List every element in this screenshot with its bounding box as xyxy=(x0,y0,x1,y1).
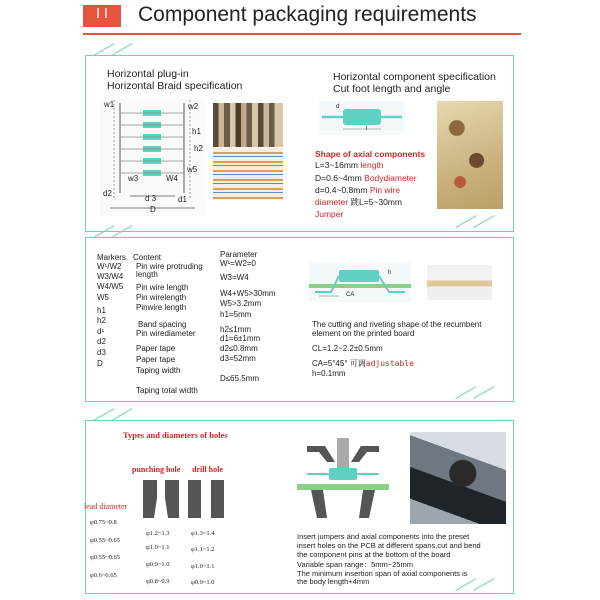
drill-diameter-value: φ1.1~1.2 xyxy=(191,546,215,553)
punching-diameter-value: φ0.8~0.9 xyxy=(146,578,170,585)
parameter-item: h1=5mm xyxy=(220,310,252,319)
parameter-item: D≤65.5mm xyxy=(220,374,260,383)
axial-length-value: L=3~16mm xyxy=(315,160,358,170)
parameter-item: d3=52mm xyxy=(220,354,256,363)
parameter-item: d2≤0.8mm xyxy=(220,344,258,353)
pcb-photo xyxy=(437,101,503,209)
marker-item: d2 xyxy=(97,337,106,346)
axial-body-value: D=0.6~4mm xyxy=(315,173,362,183)
content-item: length xyxy=(136,270,158,279)
content-item: Taping total width xyxy=(136,386,198,395)
axial-component-diagram xyxy=(319,101,405,135)
insert-text-line: Insert jumpers and axial components into the preset xyxy=(297,532,470,541)
axial-body-label: Bodydiameter xyxy=(364,173,417,183)
axial-length-line xyxy=(315,161,384,170)
ca-spec-label: adjustable xyxy=(365,359,414,368)
label-d: d xyxy=(336,104,340,110)
axial-jumper-label: Jumper xyxy=(315,209,344,219)
braid-spec-heading: Horizontal Braid specification xyxy=(107,80,243,92)
label-w1: w1 xyxy=(104,100,115,109)
axial-length-label: length xyxy=(360,160,384,170)
marker-item: W¹/W2 xyxy=(97,262,122,271)
title-badge xyxy=(83,5,121,27)
insertion-machine-photo xyxy=(410,432,506,524)
lead-diameter-value: φ0.55~0.65 xyxy=(90,554,121,561)
axial-pin-label: Pin wire xyxy=(369,185,401,195)
cutting-shape-title: The cutting and riveting shape of the recumbent element on the printed board xyxy=(312,320,482,339)
label-h2: h2 xyxy=(194,144,203,153)
label-h1: h1 xyxy=(192,127,201,136)
resistor-tape-photo xyxy=(213,103,283,147)
h-spec: h=0.1mm xyxy=(312,369,346,378)
hole-types-title: Types and diameters of holes xyxy=(123,430,228,440)
axial-diameter-line xyxy=(315,198,402,207)
content-item: Pin wirediameter xyxy=(136,329,196,338)
insert-text-line: the component pins at the bottom of the board xyxy=(297,550,451,559)
marker-item: h2 xyxy=(97,316,106,325)
label-w2: w2 xyxy=(188,102,199,111)
drill-diameter-value: φ1.3~1.4 xyxy=(191,530,215,537)
punching-diameter-value: φ1.0~1.1 xyxy=(146,544,170,551)
marker-item: W5 xyxy=(97,293,109,302)
punching-hole-icon xyxy=(143,480,179,518)
label-D: D xyxy=(150,205,156,214)
drill-hole-label: drill hole xyxy=(192,465,223,474)
component-spec-heading: Horizontal component specification xyxy=(333,71,496,83)
marker-item: W3/W4 xyxy=(97,272,124,281)
label-l: l xyxy=(366,126,368,132)
label-ca: CA xyxy=(346,292,355,298)
cut-rivet-diagram xyxy=(309,262,411,302)
drill-diameter-value: φ1.0~1.1 xyxy=(191,563,215,570)
insertion-head-diagram xyxy=(297,432,389,526)
insert-text-line: Variable span range：5mm~25mm xyxy=(297,560,413,569)
axial-diameter-label: diameter xyxy=(315,197,349,207)
marker-item: d¹ xyxy=(97,327,105,336)
resistor-strip-photo xyxy=(213,148,283,200)
content-header: Content xyxy=(133,253,162,262)
horizontal-plugin-heading: Horizontal plug-in xyxy=(107,68,189,80)
parameter-item: d1=6±1mm xyxy=(220,334,261,343)
parameter-item: W¹=W2=0 xyxy=(220,259,257,268)
content-item: Pin wire protruding xyxy=(136,262,203,271)
axial-jumper-value: 跳L=5~30mm xyxy=(350,197,402,207)
insert-text-line: the body length+4mm xyxy=(297,577,370,586)
content-item: Paper tape xyxy=(136,355,176,364)
label-d1: d1 xyxy=(178,195,187,204)
axial-shape-title: Shape of axial components xyxy=(315,149,426,159)
marker-item: h1 xyxy=(97,306,106,315)
label-w3: w3 xyxy=(128,174,139,183)
ca-spec-value: CA=5°45° 可调 xyxy=(312,359,366,368)
content-item: Pinwire length xyxy=(136,303,187,312)
lead-diameter-value: φ0.6~0.65 xyxy=(90,572,117,579)
punching-diameter-value: φ0.9~1.0 xyxy=(146,561,170,568)
marker-item: d3 xyxy=(97,348,106,357)
markers-header: Markers xyxy=(97,253,126,262)
content-item: Pin wirelength xyxy=(136,293,187,302)
title-badge-text: I I xyxy=(96,7,108,22)
content-item: Pin wire length xyxy=(136,283,189,292)
marker-item: W4/W5 xyxy=(97,282,124,291)
cut-foot-heading: Cut foot length and angle xyxy=(333,83,451,95)
drill-diameter-value: φ0.9~1.0 xyxy=(191,579,215,586)
punching-hole-label: punching hole xyxy=(132,465,181,474)
title-underline xyxy=(83,33,521,35)
insert-text-line: The minimum insertion span of axial components is xyxy=(297,569,468,578)
ca-spec xyxy=(312,360,414,369)
label-d3: d 3 xyxy=(145,194,157,203)
axial-pin-line xyxy=(315,186,400,195)
parameter-header: Parameter xyxy=(220,250,258,259)
page-title: Component packaging requirements xyxy=(138,3,477,26)
drill-hole-icon xyxy=(188,480,224,518)
label-h: h xyxy=(388,270,392,276)
content-item: Paper tape xyxy=(136,344,176,353)
lead-diameter-value: φ0.75~0.8 xyxy=(90,519,117,526)
label-w4: W4 xyxy=(166,174,178,183)
insert-text-line: insert holes on the PCB at different spans,cut and bend xyxy=(297,541,481,550)
label-d2: d2 xyxy=(103,189,112,198)
parameter-item: W3=W4 xyxy=(220,273,249,282)
cl-spec: CL=1.2~2.2±0.5mm xyxy=(312,344,383,353)
punching-diameter-value: φ1.2~1.3 xyxy=(146,530,170,537)
parameter-item: W4+W5>30mm xyxy=(220,289,276,298)
lead-diameter-value: φ0.55~0.65 xyxy=(90,537,121,544)
component-board-photo xyxy=(427,265,492,300)
axial-pin-value: d=0.4~0.8mm xyxy=(315,185,368,195)
marker-item: D xyxy=(97,359,103,368)
axial-body-line xyxy=(315,174,417,183)
content-item: Band spacing xyxy=(138,320,187,329)
lead-diameter-label: lead diameter xyxy=(84,502,128,511)
content-item: Taping width xyxy=(136,366,181,375)
parameter-item: h2≤1mm xyxy=(220,325,252,334)
label-w5: w5 xyxy=(187,165,198,174)
parameter-item: W5>3.2mm xyxy=(220,299,262,308)
